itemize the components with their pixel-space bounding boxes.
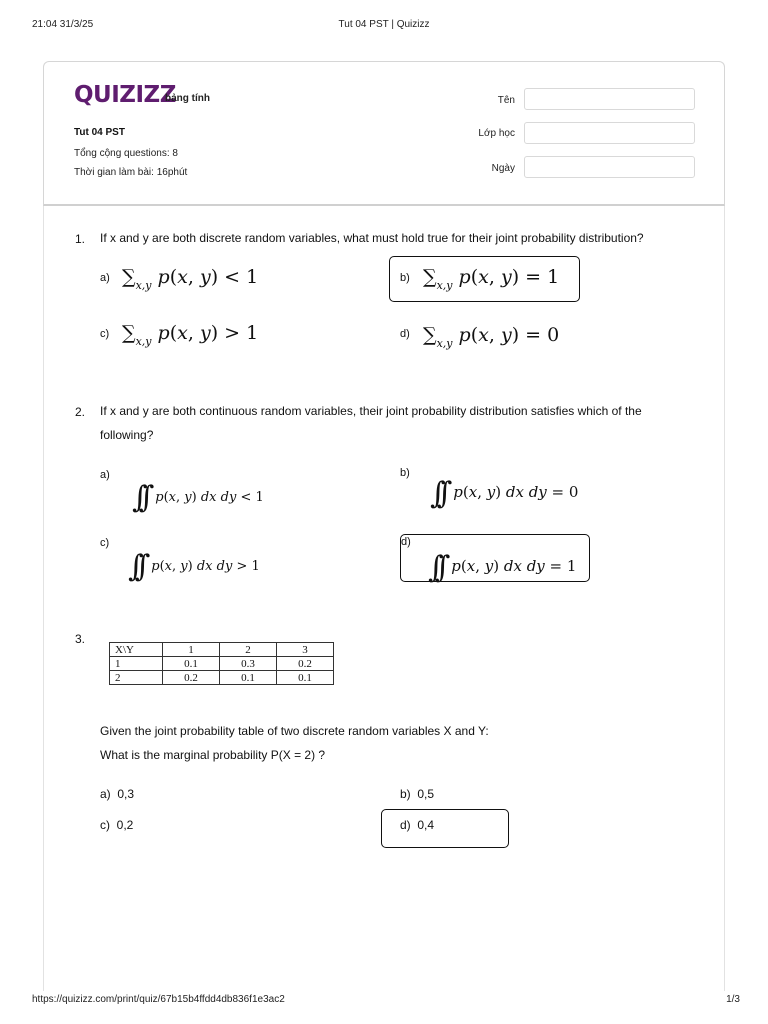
q1-option-c-formula[interactable]: $\sum_{x,y}$ p(x, y) > 1 <box>122 322 259 348</box>
q1-option-a-rel: < 1 <box>224 266 259 288</box>
name-field[interactable] <box>524 88 695 110</box>
table-cell: 2 <box>220 643 277 657</box>
q2-option-d-letter: d) <box>401 536 411 548</box>
table-cell: 0.2 <box>163 671 220 685</box>
q1-option-d-formula[interactable]: $\sum_{x,y}$ p(x, y) = 0 <box>423 324 560 350</box>
q3-option-c[interactable] <box>100 818 133 832</box>
q1-option-c-letter: c) <box>100 328 110 340</box>
table-cell: 0.2 <box>277 657 334 671</box>
q3-option-b-value: 0,5 <box>417 787 435 801</box>
q3-option-d-value: 0,4 <box>417 818 435 832</box>
q3-option-a-value: 0,3 <box>117 787 135 801</box>
q1-option-d-letter: d) <box>400 328 410 340</box>
q2-option-a-letter: a) <box>100 469 110 481</box>
q2-option-a-formula[interactable]: ∫∫ p(x, y) dx dy < 1 <box>132 480 264 515</box>
table-cell: 3 <box>277 643 334 657</box>
q3-option-d[interactable] <box>400 818 434 832</box>
joint-probability-table <box>109 642 334 685</box>
q3-option-c-value: 0,2 <box>116 818 134 832</box>
q1-option-b-letter: b) <box>400 272 410 284</box>
print-datetime: 21:04 31/3/25 <box>32 19 94 30</box>
class-label: Lớp học <box>478 128 515 139</box>
table-cell: 1 <box>163 643 220 657</box>
q3-option-d-letter: d) <box>400 818 411 832</box>
q2-option-d-rel: = 1 <box>549 557 577 575</box>
table-row <box>110 657 334 671</box>
print-page-title: Tut 04 PST | Quizizz <box>338 19 430 30</box>
print-page-count: 1/3 <box>726 994 740 1005</box>
quiz-title: Tut 04 PST <box>74 127 125 138</box>
name-label: Tên <box>497 95 515 106</box>
q2-option-b-rel: = 0 <box>551 483 579 501</box>
table-cell: 0.1 <box>163 657 220 671</box>
worksheet-label: bảng tính <box>165 93 210 104</box>
q2-option-b-letter: b) <box>400 467 410 479</box>
question-2-number: 2. <box>75 405 86 419</box>
question-1-text: If x and y are both discrete random variables, what must hold true for their joint probability distribution? <box>100 231 644 245</box>
q3-option-c-letter: c) <box>100 818 110 832</box>
q3-option-b[interactable] <box>400 787 434 801</box>
print-url: https://quizizz.com/print/quiz/67b15b4ffdd4db836f1e3ac2 <box>32 994 285 1005</box>
total-questions: Tổng cộng questions: 8 <box>74 148 178 159</box>
quizizz-logo: QUIZIZZ <box>74 82 176 108</box>
quiz-header-card <box>43 61 725 206</box>
question-1-number: 1. <box>75 232 86 246</box>
q2-option-c-rel: > 1 <box>236 559 260 574</box>
table-cell: 2 <box>110 671 163 685</box>
q1-option-c-rel: > 1 <box>224 322 259 344</box>
q3-option-b-letter: b) <box>400 787 411 801</box>
time-limit: Thời gian làm bài: 16phút <box>74 167 188 178</box>
q3-option-a-letter: a) <box>100 787 111 801</box>
q1-option-a-letter: a) <box>100 272 110 284</box>
table-cell: 1 <box>110 657 163 671</box>
question-2-text-line1: If x and y are both continuous random variables, their joint probability distribution satisfies which of the <box>100 404 642 418</box>
question-3-text-line2: What is the marginal probability P(X = 2) ? <box>100 748 326 762</box>
date-field[interactable] <box>524 156 695 178</box>
table-cell: 0.1 <box>277 671 334 685</box>
q1-option-d-rel: = 0 <box>525 324 560 346</box>
q2-option-c-formula[interactable]: ∫∫ p(x, y) dx dy > 1 <box>128 549 260 584</box>
table-cell: 0.3 <box>220 657 277 671</box>
q2-option-c-letter: c) <box>100 537 110 549</box>
class-field[interactable] <box>524 122 695 144</box>
table-cell: 0.1 <box>220 671 277 685</box>
q1-option-b-rel: = 1 <box>525 266 560 288</box>
question-2-text-line2: following? <box>100 428 154 442</box>
table-cell: X\Y <box>110 643 163 657</box>
q1-option-b-formula[interactable]: $\sum_{x,y}$ p(x, y) = 1 <box>423 266 560 292</box>
q3-option-a[interactable] <box>100 787 134 801</box>
date-label: Ngày <box>491 163 515 174</box>
question-3-text-line1: Given the joint probability table of two discrete random variables X and Y: <box>100 724 489 738</box>
q2-option-d-formula[interactable]: ∫∫ p(x, y) dx dy = 1 <box>428 550 577 585</box>
q2-option-b-formula[interactable]: ∫∫ p(x, y) dx dy = 0 <box>430 476 579 511</box>
q1-option-a-formula[interactable]: $\sum_{x,y}$ p(x, y) < 1 <box>122 266 259 292</box>
question-3-number: 3. <box>75 632 86 646</box>
table-row <box>110 671 334 685</box>
table-header-row <box>110 643 334 657</box>
q2-option-a-rel: < 1 <box>240 490 264 505</box>
